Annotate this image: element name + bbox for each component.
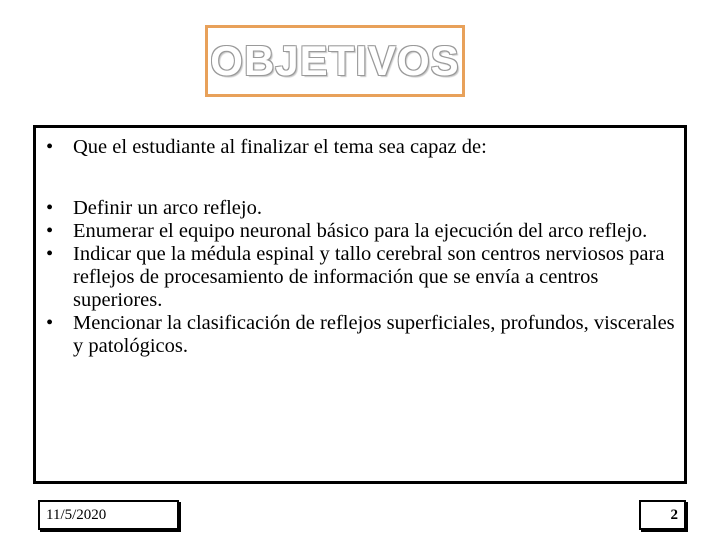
objectives-box <box>33 125 687 484</box>
objective-item: • Mencionar la clasificación de reflejos superficiales, profundos, viscerales y patológicos. <box>46 312 676 358</box>
footer-date: 11/5/2020 <box>38 500 179 530</box>
title-box <box>205 25 465 97</box>
footer-page-number: 2 <box>639 500 686 530</box>
objective-item: • Definir un arco reflejo. <box>46 197 676 220</box>
intro-bullet: • Que el estudiante al finalizar el tema sea capaz de: <box>46 136 676 159</box>
slide-title: OBJETIVOS <box>210 37 460 84</box>
objectives-list <box>46 136 676 358</box>
objective-item: • Indicar que la médula espinal y tallo cerebral son centros nerviosos para reflejos de procesamiento de información que se envía a centros superiores. <box>46 243 676 312</box>
objective-item: • Enumerar el equipo neuronal básico para la ejecución del arco reflejo. <box>46 220 676 243</box>
